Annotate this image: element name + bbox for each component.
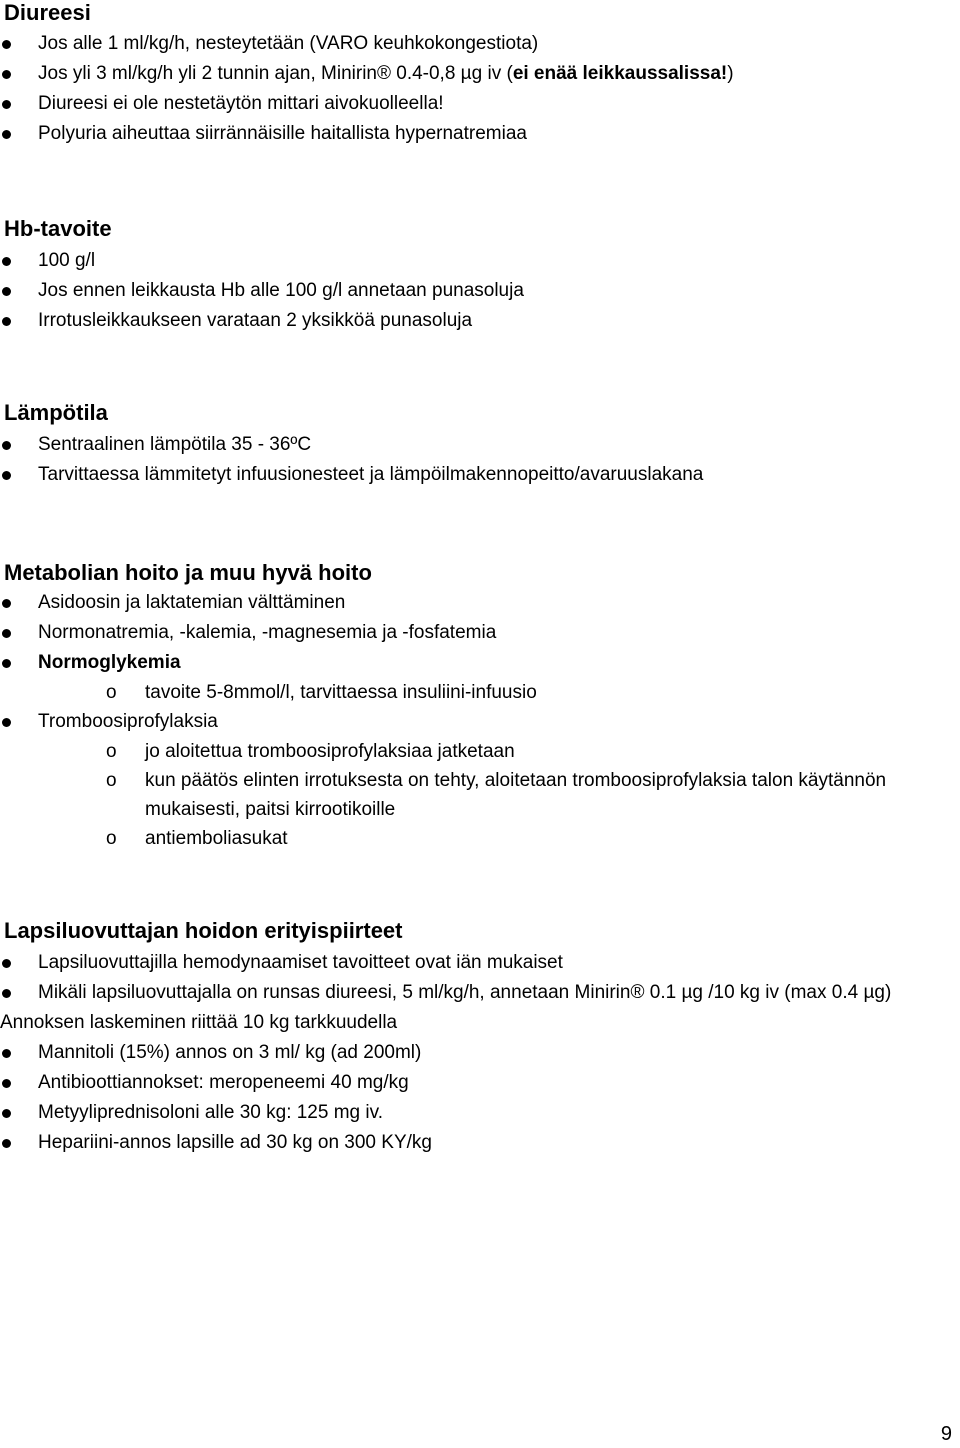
list-item: Normonatremia, -kalemia, -magnesemia ja -fosfatemia xyxy=(0,618,960,648)
sublist-item: o jo aloitettua tromboosiprofylaksiaa jatketaan xyxy=(38,737,960,766)
sublist-item: o antiemboliasukat xyxy=(38,824,960,853)
item-bold-text: ei enää leikkaussalissa! xyxy=(512,63,728,84)
list-item: Irrotusleikkaukseen varataan 2 yksikköä punasoluja xyxy=(0,306,960,336)
list-item: Lapsiluovuttajilla hemodynaamiset tavoitteet ovat iän mukaiset xyxy=(0,948,960,978)
section-hb xyxy=(0,216,960,336)
list-item: Mikäli lapsiluovuttajalla on runsas diureesi, 5 ml/kg/h, annetaan Minirin® 0.1 µg /10 kg iv (max 0.4 µg) Annoksen laskeminen riittää 10 kg tarkkuudella xyxy=(0,978,960,1038)
list-diureesi xyxy=(0,29,960,149)
section-metabolia xyxy=(0,560,960,853)
list-item: Diureesi ei ole nestetäytön mittari aivokuolleella! xyxy=(0,89,960,119)
item-text: Tromboosiprofylaksia xyxy=(38,711,218,732)
list-item: Jos alle 1 ml/kg/h, nesteytetään (VARO keuhkokongestiota) xyxy=(0,29,960,59)
list-item: Antibioottiannokset: meropeneemi 40 mg/kg xyxy=(0,1068,960,1098)
list-item xyxy=(0,707,960,853)
list-item: Mannitoli (15%) annos on 3 ml/ kg (ad 200ml) xyxy=(0,1038,960,1068)
list-item: Polyuria aiheuttaa siirrännäisille haitallista hypernatremiaa xyxy=(0,119,960,149)
list-item: Jos ennen leikkausta Hb alle 100 g/l annetaan punasoluja xyxy=(0,276,960,306)
list-item: 100 g/l xyxy=(0,246,960,276)
section-lampotila xyxy=(0,400,960,490)
list-item xyxy=(0,648,960,707)
item-text: ) xyxy=(727,63,734,84)
list-lapsi xyxy=(0,948,960,1158)
heading-diureesi: Diureesi xyxy=(4,0,91,25)
sublist-normoglykemia xyxy=(38,678,960,707)
sublist-tromboosi xyxy=(38,737,960,853)
item-bold-text: Normoglykemia xyxy=(38,652,181,673)
list-item xyxy=(0,59,960,89)
heading-metabolia: Metabolian hoito ja muu hyvä hoito xyxy=(4,560,372,585)
heading-lapsi: Lapsiluovuttajan hoidon erityispiirteet xyxy=(4,918,403,943)
section-diureesi xyxy=(0,0,960,149)
sublist-item: o kun päätös elinten irrotuksesta on tehty, aloitetaan tromboosiprofylaksia talon käytännön mukaisesti, paitsi kirrootikoille xyxy=(38,766,960,824)
heading-hb: Hb-tavoite xyxy=(4,216,112,241)
sublist-item: o tavoite 5-8mmol/l, tarvittaessa insuliini-infuusio xyxy=(38,678,960,707)
list-lampotila xyxy=(0,430,960,490)
list-item: Metyyliprednisoloni alle 30 kg: 125 mg iv. xyxy=(0,1098,960,1128)
list-item: Sentraalinen lämpötila 35 - 36ºC xyxy=(0,430,960,460)
list-item: Hepariini-annos lapsille ad 30 kg on 300 KY/kg xyxy=(0,1128,960,1158)
list-metabolia xyxy=(0,588,960,853)
page-number: 9 xyxy=(940,1423,952,1445)
item-text: Jos yli 3 ml/kg/h yli 2 tunnin ajan, Minirin® 0.4-0,8 µg iv ( xyxy=(38,63,513,84)
section-lapsi xyxy=(0,918,960,1158)
list-item: Asidoosin ja laktatemian välttäminen xyxy=(0,588,960,618)
heading-lampotila: Lämpötila xyxy=(4,400,108,425)
list-item: Tarvittaessa lämmitetyt infuusionesteet ja lämpöilmakennopeitto/avaruuslakana xyxy=(0,460,960,490)
list-hb xyxy=(0,246,960,336)
